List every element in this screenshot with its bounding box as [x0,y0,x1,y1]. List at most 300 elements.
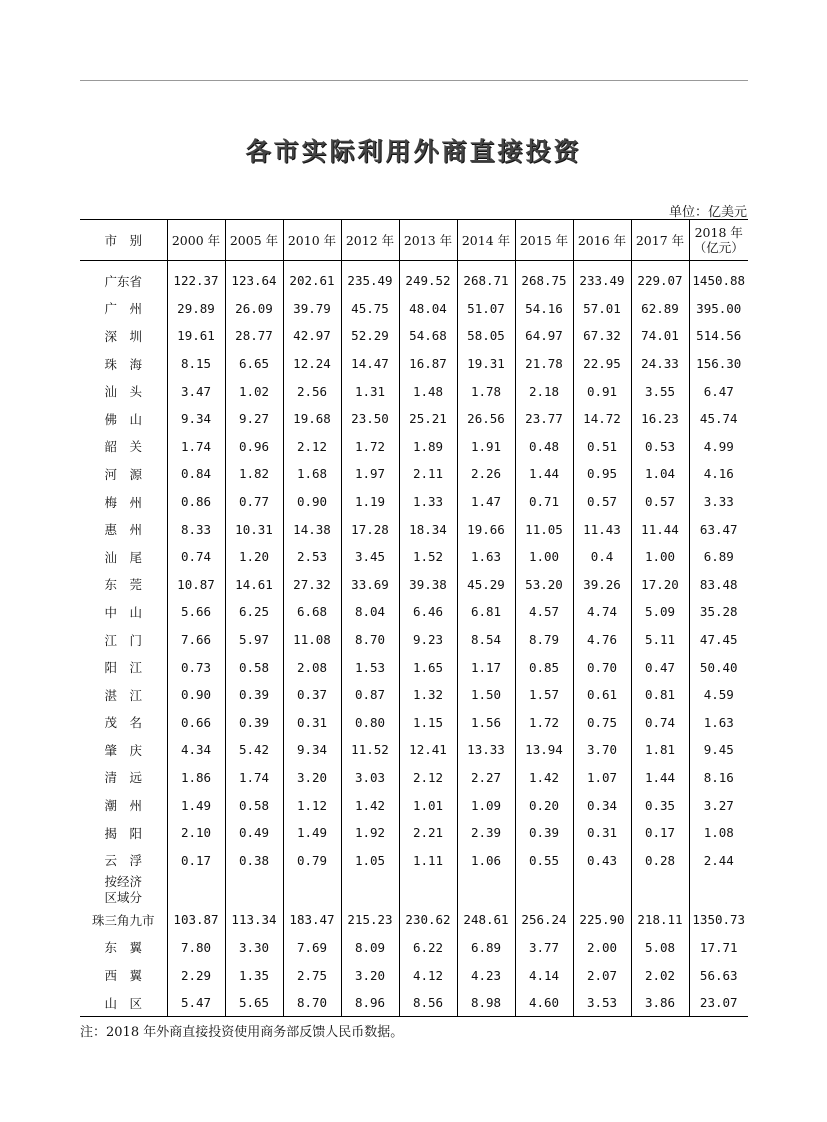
empty-cell [399,874,457,906]
table-cell: 1.48 [399,377,457,405]
table-cell: 1.19 [341,488,399,516]
table-row [80,460,748,488]
row-label: 云 浮 [104,853,142,869]
table-cell: 45.74 [689,405,748,433]
group-row [80,874,748,906]
table-cell: 1.07 [573,764,631,792]
table-row [80,295,748,323]
table-cell: 6.46 [399,598,457,626]
table-cell: 9.34 [283,736,341,764]
table-cell: 23.07 [689,989,748,1017]
table-cell: 113.34 [225,906,283,934]
table-cell: 0.39 [515,819,573,847]
table-row [80,626,748,654]
table-cell: 4.57 [515,598,573,626]
table-cell: 62.89 [631,295,689,323]
table-cell: 183.47 [283,906,341,934]
table-cell: 1.20 [225,543,283,571]
table-cell: 8.15 [167,350,225,378]
table-cell: 0.51 [573,433,631,461]
table-cell: 1.68 [283,460,341,488]
table-cell: 0.17 [167,846,225,874]
table-cell: 0.71 [515,488,573,516]
table-cell: 2.29 [167,961,225,989]
table-cell: 0.81 [631,681,689,709]
table-cell: 16.87 [399,350,457,378]
table-cell: 5.66 [167,598,225,626]
table-cell: 5.47 [167,989,225,1017]
table-cell: 12.41 [399,736,457,764]
table-cell: 39.38 [399,571,457,599]
table-cell: 256.24 [515,906,573,934]
table-cell: 2.21 [399,819,457,847]
unit-label: 单位：亿美元 [668,205,747,220]
table-cell: 1.63 [457,543,515,571]
table-cell: 9.23 [399,626,457,654]
table-cell: 0.53 [631,433,689,461]
table-cell: 215.23 [341,906,399,934]
table-cell: 1.63 [689,709,748,737]
table-cell: 4.14 [515,961,573,989]
empty-cell [573,874,631,906]
column-header-city: 市 别 [80,220,167,261]
table-cell: 17.28 [341,515,399,543]
table-cell: 6.25 [225,598,283,626]
table-cell: 1.91 [457,433,515,461]
table-cell: 0.48 [515,433,573,461]
table-cell: 48.04 [399,295,457,323]
table-cell: 1.50 [457,681,515,709]
table-cell: 2.44 [689,846,748,874]
table-cell: 2.02 [631,961,689,989]
column-header-year: 2015 年 [515,220,573,261]
row-label: 中 山 [104,604,142,620]
table-cell: 3.20 [341,961,399,989]
table-cell: 1.11 [399,846,457,874]
table-cell: 50.40 [689,653,748,681]
table-cell: 1.42 [341,791,399,819]
table-cell: 74.01 [631,322,689,350]
table-cell: 1.56 [457,709,515,737]
table-cell: 24.33 [631,350,689,378]
table-cell: 395.00 [689,295,748,323]
table-cell: 11.08 [283,626,341,654]
row-label: 广 州 [104,301,142,317]
table-cell: 3.53 [573,989,631,1017]
table-cell: 0.84 [167,460,225,488]
row-label: 佛 山 [104,411,142,427]
table-row [80,736,748,764]
table-row [80,598,748,626]
table-cell: 8.98 [457,989,515,1017]
table-cell: 56.63 [689,961,748,989]
table-cell: 2.18 [515,377,573,405]
table-cell: 0.31 [283,709,341,737]
table-cell: 14.61 [225,571,283,599]
table-row [80,906,748,934]
page-title: 各市实际利用外商直接投资 [245,137,582,166]
table-cell: 1.02 [225,377,283,405]
table-cell: 4.23 [457,961,515,989]
table-cell: 233.49 [573,261,631,295]
table-cell: 0.73 [167,653,225,681]
table-cell: 0.43 [573,846,631,874]
empty-cell [515,874,573,906]
table-header-row [80,220,748,261]
row-label: 汕 头 [104,384,142,400]
table-cell: 9.45 [689,736,748,764]
table-row [80,961,748,989]
table-cell: 0.57 [631,488,689,516]
table-cell: 1.15 [399,709,457,737]
table-cell: 45.29 [457,571,515,599]
table-cell: 514.56 [689,322,748,350]
table-cell: 11.43 [573,515,631,543]
table-cell: 2.12 [399,764,457,792]
table-cell: 5.65 [225,989,283,1017]
table-row [80,653,748,681]
table-cell: 3.86 [631,989,689,1017]
table-cell: 7.69 [283,934,341,962]
table-cell: 42.97 [283,322,341,350]
table-cell: 5.08 [631,934,689,962]
table-cell: 0.90 [167,681,225,709]
table-cell: 8.54 [457,626,515,654]
table-cell: 235.49 [341,261,399,295]
table-cell: 52.29 [341,322,399,350]
row-label: 山 区 [80,989,167,1017]
table-cell: 11.05 [515,515,573,543]
table-cell: 19.66 [457,515,515,543]
table-cell: 1.35 [225,961,283,989]
table-cell: 17.71 [689,934,748,962]
table-cell: 9.34 [167,405,225,433]
table-cell: 1.33 [399,488,457,516]
table-cell: 1.44 [515,460,573,488]
row-label: 东 翼 [104,940,142,956]
table-cell: 0.55 [515,846,573,874]
row-label: 清 远 [104,770,142,786]
table-cell: 0.77 [225,488,283,516]
table-cell: 39.26 [573,571,631,599]
table-cell: 4.12 [399,961,457,989]
table-cell: 2.10 [167,819,225,847]
footnote: 注：2018 年外商直接投资使用商务部反馈人民币数据。 [80,1025,404,1040]
table-cell: 0.28 [631,846,689,874]
table-cell: 47.45 [689,626,748,654]
table-cell: 122.37 [167,261,225,295]
table-cell: 3.20 [283,764,341,792]
table-cell: 1.81 [631,736,689,764]
table-cell: 268.75 [515,261,573,295]
table-cell: 0.47 [631,653,689,681]
table-cell: 5.11 [631,626,689,654]
table-cell: 0.4 [573,543,631,571]
row-label: 肇 庆 [104,742,142,758]
table-cell: 1.97 [341,460,399,488]
table-cell: 6.68 [283,598,341,626]
table-cell: 225.90 [573,906,631,934]
table-cell: 123.64 [225,261,283,295]
table-cell: 8.70 [283,989,341,1017]
row-label: 韶 关 [104,439,142,455]
row-label: 潮 州 [104,798,142,814]
table-cell: 0.85 [515,653,573,681]
table-cell: 4.74 [573,598,631,626]
table-cell: 54.68 [399,322,457,350]
table-cell: 8.79 [515,626,573,654]
table-cell: 14.38 [283,515,341,543]
table-cell: 13.94 [515,736,573,764]
table-cell: 39.79 [283,295,341,323]
table-row [80,543,748,571]
table-cell: 1.78 [457,377,515,405]
table-cell: 27.32 [283,571,341,599]
table-cell: 23.50 [341,405,399,433]
top-rule [80,80,748,81]
table-cell: 202.61 [283,261,341,295]
table-cell: 0.17 [631,819,689,847]
empty-cell [631,874,689,906]
table-cell: 0.35 [631,791,689,819]
table-cell: 13.33 [457,736,515,764]
row-label: 珠 海 [104,356,142,372]
table-cell: 1.72 [515,709,573,737]
table-cell: 6.22 [399,934,457,962]
table-row [80,322,748,350]
table-cell: 1.44 [631,764,689,792]
table-cell: 4.16 [689,460,748,488]
table-cell: 4.34 [167,736,225,764]
table-cell: 10.87 [167,571,225,599]
table-cell: 63.47 [689,515,748,543]
column-header-year: 2016 年 [573,220,631,261]
row-label: 汕 尾 [104,549,142,565]
row-label: 茂 名 [104,715,142,731]
column-header-year: 2017 年 [631,220,689,261]
table-cell: 35.28 [689,598,748,626]
table-cell: 2.11 [399,460,457,488]
table-cell: 14.72 [573,405,631,433]
row-label: 湛 江 [104,687,142,703]
table-cell: 11.44 [631,515,689,543]
table-cell: 1.08 [689,819,748,847]
table-cell: 0.58 [225,791,283,819]
table-cell: 1.00 [515,543,573,571]
table-cell: 17.20 [631,571,689,599]
row-label: 江 门 [104,632,142,648]
table-cell: 5.97 [225,626,283,654]
table-cell: 19.61 [167,322,225,350]
table-cell: 1.05 [341,846,399,874]
table-cell: 3.45 [341,543,399,571]
table-cell: 1.89 [399,433,457,461]
table-row [80,377,748,405]
table-cell: 7.80 [167,934,225,962]
table-row [80,405,748,433]
table-cell: 19.68 [283,405,341,433]
table-cell: 1.17 [457,653,515,681]
table-cell: 58.05 [457,322,515,350]
table-cell: 0.49 [225,819,283,847]
table-cell: 4.59 [689,681,748,709]
table-cell: 2.00 [573,934,631,962]
table-cell: 3.77 [515,934,573,962]
table-cell: 4.99 [689,433,748,461]
table-cell: 1.72 [341,433,399,461]
table-cell: 21.78 [515,350,573,378]
table-cell: 2.08 [283,653,341,681]
table-cell: 45.75 [341,295,399,323]
table-cell: 0.87 [341,681,399,709]
table-cell: 11.52 [341,736,399,764]
table-cell: 229.07 [631,261,689,295]
table-cell: 1.82 [225,460,283,488]
table-cell: 6.81 [457,598,515,626]
table-row [80,350,748,378]
empty-cell [283,874,341,906]
table-cell: 1.74 [225,764,283,792]
empty-cell [167,874,225,906]
table-body [80,261,748,1017]
table-cell: 26.09 [225,295,283,323]
column-header-year: 2018 年 （亿元） [689,220,748,261]
table-cell: 3.55 [631,377,689,405]
table-cell: 0.75 [573,709,631,737]
table-cell: 0.37 [283,681,341,709]
table-cell: 1.47 [457,488,515,516]
table-cell: 18.34 [399,515,457,543]
table-cell: 5.09 [631,598,689,626]
table-cell: 0.66 [167,709,225,737]
table-cell: 7.66 [167,626,225,654]
table-cell: 3.33 [689,488,748,516]
table-row [80,819,748,847]
table-cell: 0.70 [573,653,631,681]
table-cell: 1.49 [283,819,341,847]
row-label: 河 源 [104,466,142,482]
table-cell: 8.16 [689,764,748,792]
table-cell: 3.30 [225,934,283,962]
table-cell: 33.69 [341,571,399,599]
table-cell: 10.31 [225,515,283,543]
table-cell: 6.47 [689,377,748,405]
table-cell: 230.62 [399,906,457,934]
table-cell: 0.86 [167,488,225,516]
table-cell: 0.31 [573,819,631,847]
table-cell: 1.52 [399,543,457,571]
table-cell: 0.95 [573,460,631,488]
table-cell: 6.65 [225,350,283,378]
table-cell: 16.23 [631,405,689,433]
row-label: 深 圳 [104,328,142,344]
empty-cell [225,874,283,906]
table-cell: 23.77 [515,405,573,433]
table-cell: 1.04 [631,460,689,488]
table-cell: 8.96 [341,989,399,1017]
table-cell: 103.87 [167,906,225,934]
column-header-year: 2010 年 [283,220,341,261]
table-cell: 83.48 [689,571,748,599]
table-cell: 1.32 [399,681,457,709]
table-cell: 22.95 [573,350,631,378]
table-cell: 1.49 [167,791,225,819]
table-cell: 1.92 [341,819,399,847]
table-row [80,488,748,516]
table-cell: 1.06 [457,846,515,874]
table-cell: 0.57 [573,488,631,516]
table-cell: 29.89 [167,295,225,323]
investment-table [80,219,748,1017]
table-cell: 67.32 [573,322,631,350]
row-label: 珠三角九市 [91,912,155,928]
table-cell: 0.38 [225,846,283,874]
table-cell: 0.34 [573,791,631,819]
table-row [80,846,748,874]
table-cell: 0.74 [631,709,689,737]
table-cell: 2.39 [457,819,515,847]
table-cell: 53.20 [515,571,573,599]
table-cell: 54.16 [515,295,573,323]
group-label: 按经济 区域分 [104,874,142,906]
table-cell: 12.24 [283,350,341,378]
table-cell: 2.75 [283,961,341,989]
table-cell: 248.61 [457,906,515,934]
table-cell: 3.27 [689,791,748,819]
table-cell: 249.52 [399,261,457,295]
table-cell: 0.91 [573,377,631,405]
table-cell: 0.20 [515,791,573,819]
row-label: 广东省 [104,273,142,289]
table-cell: 0.39 [225,681,283,709]
table-cell: 8.56 [399,989,457,1017]
table-cell: 156.30 [689,350,748,378]
table-cell: 2.56 [283,377,341,405]
table-cell: 0.61 [573,681,631,709]
table-cell: 1.42 [515,764,573,792]
table-row [80,515,748,543]
row-label: 揭 阳 [104,825,142,841]
table-cell: 2.26 [457,460,515,488]
row-label: 阳 江 [104,660,142,676]
table-cell: 28.77 [225,322,283,350]
table-cell: 0.96 [225,433,283,461]
table-cell: 9.27 [225,405,283,433]
table-cell: 1350.73 [689,906,748,934]
table-cell: 19.31 [457,350,515,378]
row-label: 东 莞 [104,577,142,593]
column-header-year: 2013 年 [399,220,457,261]
table-row [80,571,748,599]
table-cell: 26.56 [457,405,515,433]
table-cell: 0.79 [283,846,341,874]
empty-cell [457,874,515,906]
table-cell: 268.71 [457,261,515,295]
table-cell: 8.09 [341,934,399,962]
table-row [80,261,748,295]
table-cell: 0.74 [167,543,225,571]
table-cell: 218.11 [631,906,689,934]
table-cell: 0.80 [341,709,399,737]
row-label: 西 翼 [104,968,142,984]
table-cell: 0.90 [283,488,341,516]
table-cell: 3.47 [167,377,225,405]
table-cell: 1.53 [341,653,399,681]
table-cell: 25.21 [399,405,457,433]
table-cell: 6.89 [689,543,748,571]
table-cell: 4.76 [573,626,631,654]
table-row [80,989,748,1017]
